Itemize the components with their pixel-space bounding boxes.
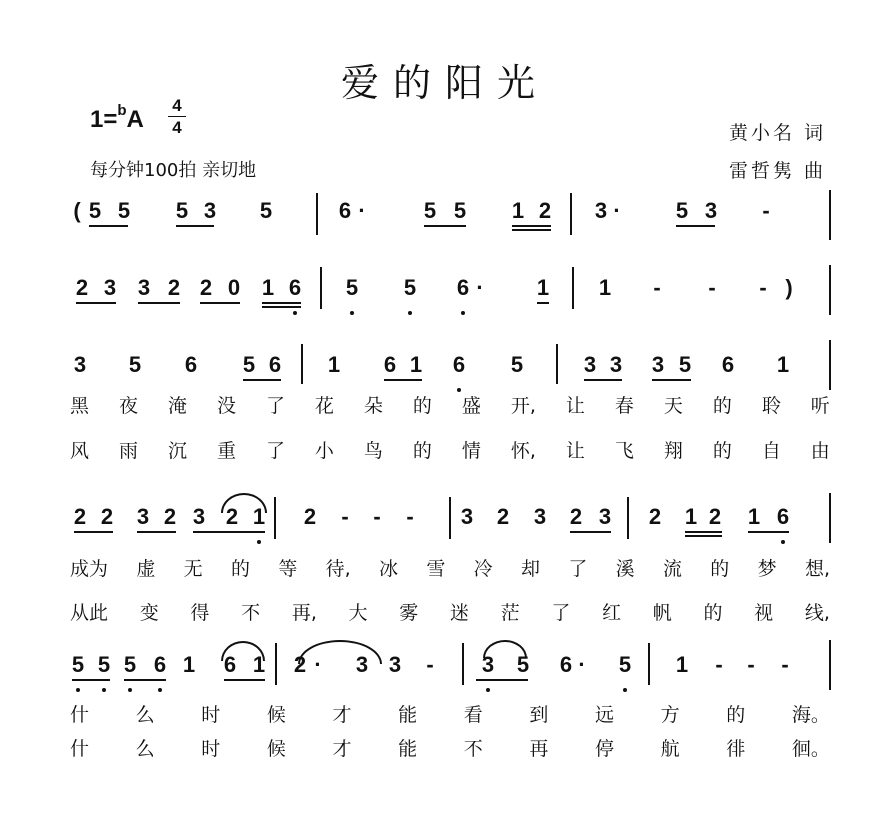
lyric-word: 的 <box>230 558 250 580</box>
lyric-word: 翔 <box>663 440 683 462</box>
underline-beam <box>226 531 265 533</box>
note: 2 <box>648 504 662 529</box>
note: 6 <box>338 198 352 223</box>
dotted-rhythm: · <box>578 652 586 677</box>
dash: - <box>653 275 661 300</box>
octave-dot <box>102 688 106 692</box>
note: 6 <box>452 352 466 377</box>
lyric-word: 待, <box>325 558 351 580</box>
note: 1 <box>409 352 423 377</box>
underline-beam <box>685 535 722 537</box>
lyric-word: 无 <box>183 558 203 580</box>
key-prefix: 1= <box>90 106 118 133</box>
tempo-marking: 每分钟100拍 亲切地 <box>90 160 257 181</box>
lyric-word: 迷 <box>449 602 469 624</box>
note: 3 <box>192 504 206 529</box>
underline-beam <box>243 379 281 381</box>
lyric-line <box>70 598 830 625</box>
underline-beam <box>137 531 176 533</box>
note: 1 <box>252 652 266 677</box>
underline-beam <box>512 229 551 231</box>
note: 1 <box>536 275 550 300</box>
note: 5 <box>510 352 524 377</box>
bar-line <box>316 193 318 235</box>
note: 3 <box>533 504 547 529</box>
lyric-word: 成为 <box>70 558 109 580</box>
lyric-word: 黑 <box>70 395 90 417</box>
lyric-word: 让 <box>565 395 585 417</box>
note: 5 <box>345 275 359 300</box>
note: 5 <box>97 652 111 677</box>
underline-beam <box>262 302 301 304</box>
underline-beam <box>72 679 110 681</box>
underline-beam <box>476 679 528 681</box>
dash: - <box>426 652 434 677</box>
underline-beam <box>570 531 611 533</box>
lyric-word: 的 <box>703 602 723 624</box>
note: 6 <box>456 275 470 300</box>
lyric-word: 不 <box>241 602 261 624</box>
lyric-word: 了 <box>265 440 285 462</box>
note: 5 <box>423 198 437 223</box>
octave-dot <box>486 688 490 692</box>
lyric-word: 停 <box>595 738 615 760</box>
lyric-word: 帆 <box>652 602 672 624</box>
lyric-word: 了 <box>568 558 588 580</box>
underline-beam <box>200 302 240 304</box>
note: 6 <box>268 352 282 377</box>
lyric-word: 才 <box>332 704 352 726</box>
underline-beam <box>652 379 691 381</box>
note: 5 <box>678 352 692 377</box>
underline-beam <box>76 302 116 304</box>
note: 3 <box>481 652 495 677</box>
key-signature <box>90 102 144 134</box>
lyric-word: 的 <box>412 395 432 417</box>
lyric-word: 变 <box>139 602 159 624</box>
lyric-line <box>70 436 830 463</box>
note: 5 <box>259 198 273 223</box>
lyric-word: 怀, <box>510 440 536 462</box>
dash: - <box>747 652 755 677</box>
note: 3 <box>651 352 665 377</box>
lyric-word: 流 <box>662 558 682 580</box>
lyric-line <box>70 700 830 727</box>
dash: - <box>406 504 414 529</box>
lyric-word: 视 <box>754 602 774 624</box>
note: 2 <box>199 275 213 300</box>
lyric-word: 线, <box>804 602 830 624</box>
note: 5 <box>117 198 131 223</box>
slur <box>298 640 382 664</box>
lyric-word: 候 <box>266 704 286 726</box>
bar-line <box>449 497 451 539</box>
lyric-word: 的 <box>712 395 732 417</box>
note: 2 <box>75 275 89 300</box>
lyric-word: 的 <box>726 704 746 726</box>
note: 2 <box>225 504 239 529</box>
lyric-word: 听 <box>810 395 830 417</box>
lyric-word: 不 <box>463 738 483 760</box>
note: 5 <box>242 352 256 377</box>
note: 2 <box>708 504 722 529</box>
lyric-word: 冷 <box>473 558 493 580</box>
lyric-word: 的 <box>412 440 432 462</box>
note: 1 <box>776 352 790 377</box>
octave-dot <box>158 688 162 692</box>
lyric-word: 冰 <box>379 558 399 580</box>
lyric-word: 方 <box>660 704 680 726</box>
note: 1 <box>747 504 761 529</box>
bar-line <box>829 340 831 390</box>
lyric-word: 没 <box>216 395 236 417</box>
note: 1 <box>252 504 266 529</box>
note: 5 <box>175 198 189 223</box>
note: 3 <box>73 352 87 377</box>
lyric-word: 夜 <box>118 395 138 417</box>
lyric-word: 得 <box>190 602 210 624</box>
octave-dot <box>293 311 297 315</box>
note: 6 <box>288 275 302 300</box>
lyric-word: 梦 <box>757 558 777 580</box>
note: 2 <box>167 275 181 300</box>
underline-beam <box>424 225 466 227</box>
song-title: 爱的阳光 <box>340 61 549 105</box>
lyric-word: 什 <box>70 704 90 726</box>
dash: - <box>762 198 770 223</box>
time-signature-line <box>168 116 186 117</box>
note: 5 <box>453 198 467 223</box>
time-signature-top: 4 <box>172 96 182 115</box>
underline-beam <box>384 379 422 381</box>
underline-beam <box>676 225 715 227</box>
lyric-word: 沉 <box>167 440 187 462</box>
underline-beam <box>685 531 722 533</box>
bar-line <box>648 643 650 685</box>
dash: - <box>708 275 716 300</box>
lyric-word: 雨 <box>118 440 138 462</box>
lyric-word: 才 <box>332 738 352 760</box>
lyric-word: 雪 <box>426 558 446 580</box>
dotted-rhythm: · <box>613 198 621 223</box>
note: 1 <box>684 504 698 529</box>
bar-line <box>829 265 831 315</box>
flat-sign: b <box>117 102 127 119</box>
lyric-word: 能 <box>398 738 418 760</box>
note: 5 <box>516 652 530 677</box>
lyric-word: 徘 <box>726 738 746 760</box>
dotted-rhythm: · <box>358 198 366 223</box>
lyric-word: 远 <box>595 704 615 726</box>
bracket: ( <box>73 198 81 223</box>
note: 2 <box>569 504 583 529</box>
lyric-word: 时 <box>201 738 221 760</box>
lyric-word: 红 <box>602 602 622 624</box>
octave-dot <box>623 688 627 692</box>
lyric-word: 溪 <box>615 558 635 580</box>
lyric-word: 大 <box>348 602 368 624</box>
lyric-word: 春 <box>614 395 634 417</box>
dotted-rhythm: · <box>476 275 484 300</box>
note: 6 <box>383 352 397 377</box>
note: 2 <box>538 198 552 223</box>
dash: - <box>341 504 349 529</box>
note: 6 <box>559 652 573 677</box>
bar-line <box>275 643 277 685</box>
note: 3 <box>203 198 217 223</box>
lyric-word: 却 <box>520 558 540 580</box>
bar-line <box>570 193 572 235</box>
note: 5 <box>123 652 137 677</box>
note: 5 <box>88 198 102 223</box>
note: 2 <box>100 504 114 529</box>
lyric-word: 鸟 <box>363 440 383 462</box>
note: 5 <box>618 652 632 677</box>
note: 3 <box>598 504 612 529</box>
note: 3 <box>103 275 117 300</box>
underline-beam <box>89 225 128 227</box>
lyric-word: 虚 <box>136 558 156 580</box>
lyric-word: 什 <box>70 738 90 760</box>
bar-line <box>274 497 276 539</box>
lyric-word: 徊。 <box>791 738 830 760</box>
note: 3 <box>583 352 597 377</box>
note: 3 <box>594 198 608 223</box>
key-note: A <box>126 106 144 133</box>
note: 2 <box>163 504 177 529</box>
note: 3 <box>137 275 151 300</box>
note: 2 <box>73 504 87 529</box>
lyric-word: 淹 <box>167 395 187 417</box>
lyric-word: 想, <box>804 558 830 580</box>
underline-beam <box>176 225 214 227</box>
note: 6 <box>153 652 167 677</box>
octave-dot <box>257 540 261 544</box>
bar-line <box>829 640 831 690</box>
slur <box>221 493 267 513</box>
lyric-word: 从此 <box>70 602 109 624</box>
lyric-word: 的 <box>712 440 732 462</box>
time-signature-bottom: 4 <box>172 118 182 137</box>
bar-line <box>627 497 629 539</box>
lyric-word: 的 <box>710 558 730 580</box>
underline-beam <box>138 302 180 304</box>
underline-beam <box>748 531 789 533</box>
bar-line <box>829 493 831 543</box>
note: 3 <box>355 652 369 677</box>
note: 1 <box>327 352 341 377</box>
lyric-word: 风 <box>70 440 90 462</box>
note: 1 <box>511 198 525 223</box>
underline-beam <box>537 302 549 304</box>
lyric-word: 情 <box>461 440 481 462</box>
composer-credit: 雷哲隽 曲 <box>729 160 827 182</box>
lyric-word: 天 <box>663 395 683 417</box>
lyric-word: 候 <box>266 738 286 760</box>
note: 1 <box>598 275 612 300</box>
time-signature <box>168 96 186 137</box>
note: 3 <box>136 504 150 529</box>
underline-beam <box>584 379 622 381</box>
note: 1 <box>261 275 275 300</box>
lyric-word: 让 <box>565 440 585 462</box>
lyric-word: 么 <box>135 738 155 760</box>
lyric-word: 开, <box>510 395 536 417</box>
underline-beam <box>262 306 301 308</box>
note: 5 <box>675 198 689 223</box>
lyric-word: 航 <box>660 738 680 760</box>
note: 2 <box>303 504 317 529</box>
dash: - <box>759 275 767 300</box>
lyric-word: 再, <box>291 602 317 624</box>
lyric-line <box>70 554 830 581</box>
note: 3 <box>609 352 623 377</box>
lyric-word: 时 <box>201 704 221 726</box>
note: 3 <box>460 504 474 529</box>
lyric-word: 到 <box>529 704 549 726</box>
note: 3 <box>704 198 718 223</box>
underline-beam <box>74 531 113 533</box>
slur <box>483 640 527 658</box>
lyric-line <box>70 734 830 761</box>
lyric-word: 重 <box>216 440 236 462</box>
bar-line <box>572 267 574 309</box>
bar-line <box>462 643 464 685</box>
lyricist-credit: 黄小名 词 <box>729 122 827 144</box>
underline-beam <box>124 679 166 681</box>
lyric-word: 花 <box>314 395 334 417</box>
underline-beam <box>512 225 551 227</box>
lyric-word: 等 <box>278 558 298 580</box>
lyric-word: 由 <box>810 440 830 462</box>
note: 5 <box>71 652 85 677</box>
lyric-word: 聆 <box>761 395 781 417</box>
lyric-word: 盛 <box>461 395 481 417</box>
octave-dot <box>128 688 132 692</box>
lyric-word: 朵 <box>363 395 383 417</box>
dash: - <box>715 652 723 677</box>
lyric-word: 海。 <box>791 704 830 726</box>
lyric-word: 能 <box>398 704 418 726</box>
lyric-word: 了 <box>265 395 285 417</box>
bar-line <box>829 190 831 240</box>
lyric-word: 看 <box>463 704 483 726</box>
bar-line <box>320 267 322 309</box>
octave-dot <box>461 311 465 315</box>
note: 6 <box>721 352 735 377</box>
note: 2 <box>496 504 510 529</box>
lyric-word: 自 <box>761 440 781 462</box>
note: 0 <box>227 275 241 300</box>
octave-dot <box>781 540 785 544</box>
dash: - <box>373 504 381 529</box>
lyric-line <box>70 391 830 418</box>
lyric-word: 了 <box>551 602 571 624</box>
bar-line <box>556 344 558 384</box>
octave-dot <box>408 311 412 315</box>
lyric-word: 再 <box>529 738 549 760</box>
bar-line <box>301 344 303 384</box>
lyric-word: 茫 <box>500 602 520 624</box>
dotted-rhythm: · <box>314 652 322 677</box>
underline-beam <box>224 679 265 681</box>
dash: - <box>781 652 789 677</box>
note: 6 <box>184 352 198 377</box>
lyric-word: 飞 <box>614 440 634 462</box>
octave-dot <box>350 311 354 315</box>
bracket: ) <box>785 275 793 300</box>
note: 6 <box>776 504 790 529</box>
note: 2 <box>293 652 307 677</box>
note: 1 <box>182 652 196 677</box>
octave-dot <box>76 688 80 692</box>
note: 6 <box>223 652 237 677</box>
note: 5 <box>128 352 142 377</box>
lyric-word: 小 <box>314 440 334 462</box>
lyric-word: 么 <box>135 704 155 726</box>
note: 1 <box>675 652 689 677</box>
lyric-word: 雾 <box>399 602 419 624</box>
note: 3 <box>388 652 402 677</box>
note: 5 <box>403 275 417 300</box>
slur <box>221 641 265 661</box>
